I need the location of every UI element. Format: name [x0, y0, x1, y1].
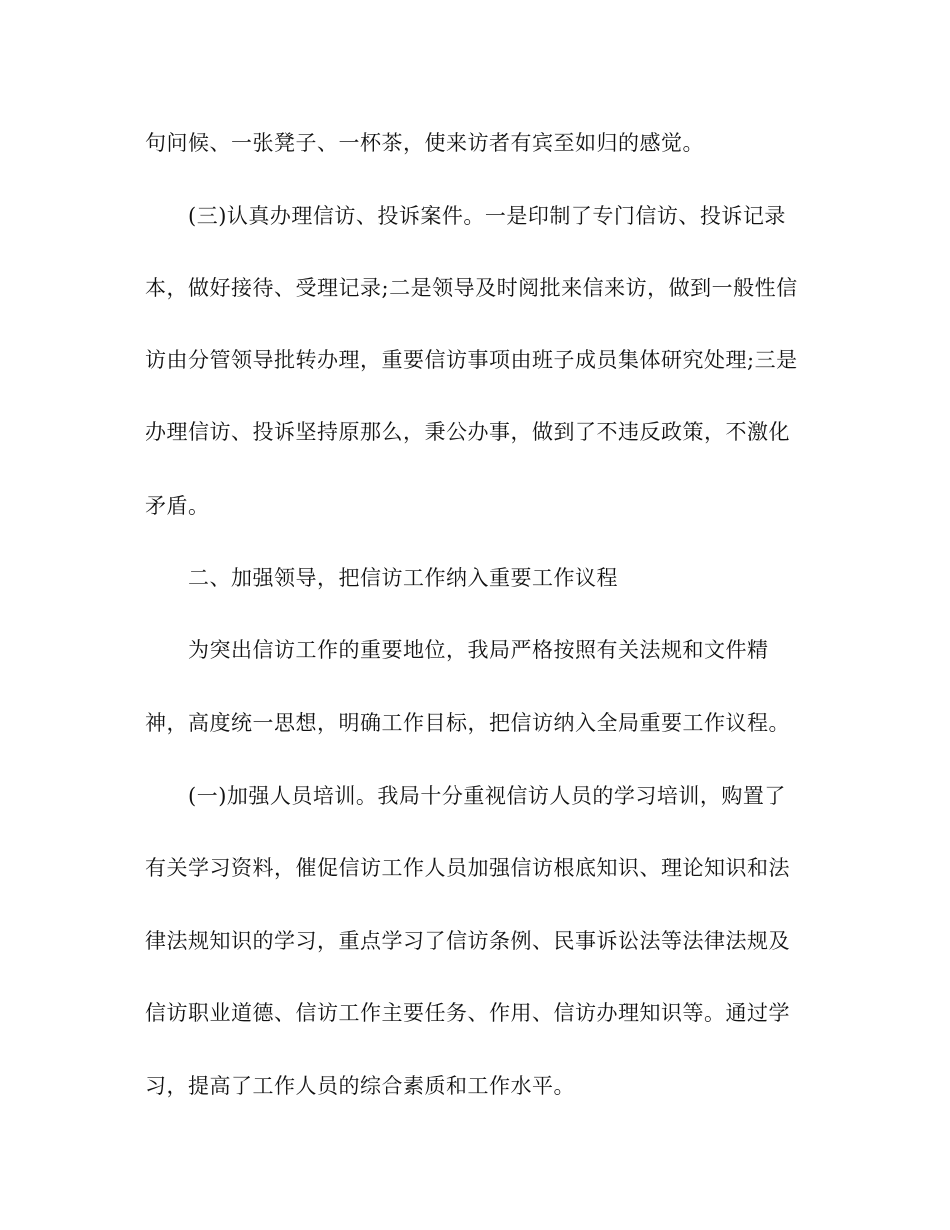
text-line: 习，提高了工作人员的综合素质和工作水平。: [145, 1074, 575, 1098]
text-line: 办理信访、投诉坚持原那么，秉公办事，做到了不违反政策，不激化: [145, 420, 790, 444]
text-line: 有关学习资料，催促信访工作人员加强信访根底知识、理论知识和法: [145, 856, 790, 880]
text-line: 本，做好接待、受理记录;二是领导及时阅批来信来访，做到一般性信: [145, 276, 798, 300]
text-line: 访由分管领导批转办理，重要信访事项由班子成员集体研究处理;三是: [145, 348, 798, 372]
text-line: (一)加强人员培训。我局十分重视信访人员的学习培训，购置了: [188, 784, 786, 808]
text-line: 句问候、一张凳子、一杯茶，使来访者有宾至如归的感觉。: [145, 131, 704, 155]
text-line: 矛盾。: [145, 494, 210, 518]
text-line: 为突出信访工作的重要地位，我局严格按照有关法规和文件精: [188, 638, 769, 662]
section-heading: 二、加强领导，把信访工作纳入重要工作议程: [188, 566, 618, 590]
text-line: 律法规知识的学习，重点学习了信访条例、民事诉讼法等法律法规及: [145, 929, 790, 953]
text-line: (三)认真办理信访、投诉案件。一是印制了专门信访、投诉记录: [188, 204, 786, 228]
text-line: 神，高度统一思想，明确工作目标，把信访纳入全局重要工作议程。: [145, 711, 790, 735]
text-line: 信访职业道德、信访工作主要任务、作用、信访办理知识等。通过学: [145, 1001, 790, 1025]
